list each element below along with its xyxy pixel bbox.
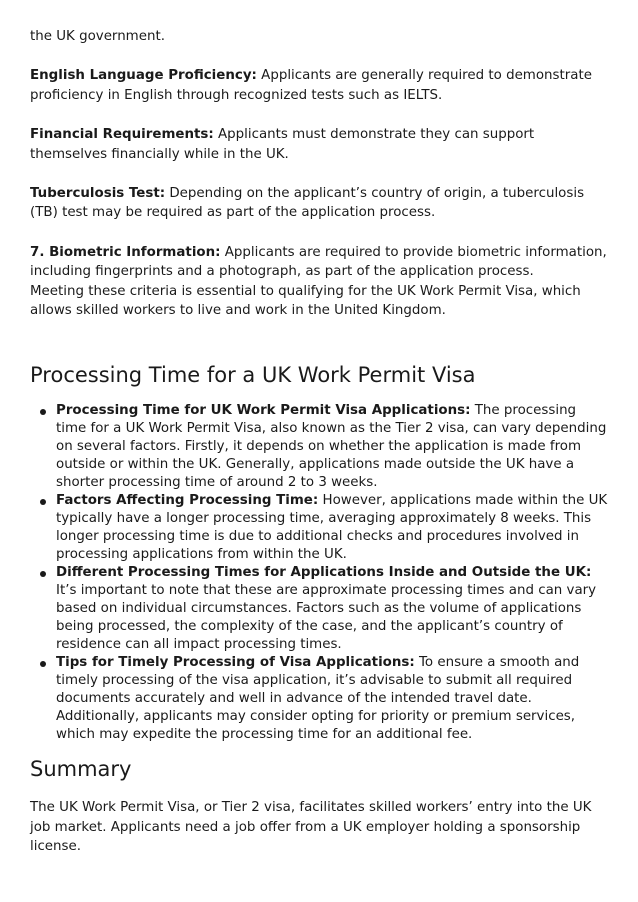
criteria-note: Meeting these criteria is essential to qualifying for the UK Work Permit Visa, which allows skilled workers to live and work in the United Kingdom.	[30, 283, 581, 319]
requirement-label: Financial Requirements:	[30, 126, 214, 142]
list-item-label: Different Processing Times for Applications Inside and Outside the UK:	[56, 564, 592, 580]
requirement-text: Depending on the applicant’s country of origin, a tuberculosis (TB) test may be required as part of the application process.	[30, 185, 585, 221]
processing-list	[30, 402, 610, 744]
requirement-label: English Language Proficiency:	[30, 68, 257, 84]
list-item-label: Processing Time for UK Work Permit Visa Applications:	[56, 402, 471, 418]
list-item-label: Factors Affecting Processing Time:	[56, 492, 319, 508]
requirement-label: 7. Biometric Information:	[30, 244, 221, 260]
list-item-label: Tips for Timely Processing of Visa Applications:	[56, 654, 415, 670]
summary-text: The UK Work Permit Visa, or Tier 2 visa, facilitates skilled workers’ entry into the UK job market. Applicants need a job offer from a UK employer holding a sponsorship license.	[30, 799, 592, 855]
list-item	[30, 564, 610, 654]
list-item	[30, 654, 610, 744]
summary-heading: Summary	[30, 756, 132, 781]
requirement-english	[30, 66, 610, 105]
list-item-text: It’s important to note that these are approximate processing times and can vary based on individual circumstances. Factors such as the volume of applications being processed, the complexity of the case, and the applicant’s country of residence can all impact processing times.	[56, 582, 597, 652]
list-item-text: However, applications made within the UK typically have a longer processing time, averaging approximately 8 weeks. This longer processing time is due to additional checks and procedures involved in processing applications from within the UK.	[56, 492, 608, 562]
requirement-label: Tuberculosis Test:	[30, 185, 166, 201]
list-item	[30, 402, 610, 492]
requirement-financial	[30, 125, 610, 164]
requirement-text: Applicants are required to provide biometric information, including fingerprints and a photograph, as part of the application process.	[30, 244, 607, 280]
list-item	[30, 492, 610, 564]
list-item-text: The processing time for a UK Work Permit Visa, also known as the Tier 2 visa, can vary depending on several factors. Firstly, it depends on whether the application is made from outside or within the UK. Generally, applications made outside the UK have a shorter processing time of around 2 to 3 weeks.	[56, 402, 607, 490]
intro-fragment: the UK government.	[30, 29, 165, 44]
processing-heading: Processing Time for a UK Work Permit Visa	[30, 362, 476, 387]
requirement-text: Applicants must demonstrate they can support themselves financially while in the UK.	[30, 126, 535, 162]
requirement-text: Applicants are generally required to demonstrate proficiency in English through recognized tests such as IELTS.	[30, 68, 592, 103]
requirement-tuberculosis	[30, 184, 610, 223]
list-item-text: To ensure a smooth and timely processing of the visa application, it’s advisable to submit all required documents accurately and well in advance of the intended travel date. Additionally, applicants may consider opting for priority or premium services, which may expedite the processing time for an additional fee.	[56, 654, 580, 742]
requirement-biometric	[30, 243, 610, 282]
